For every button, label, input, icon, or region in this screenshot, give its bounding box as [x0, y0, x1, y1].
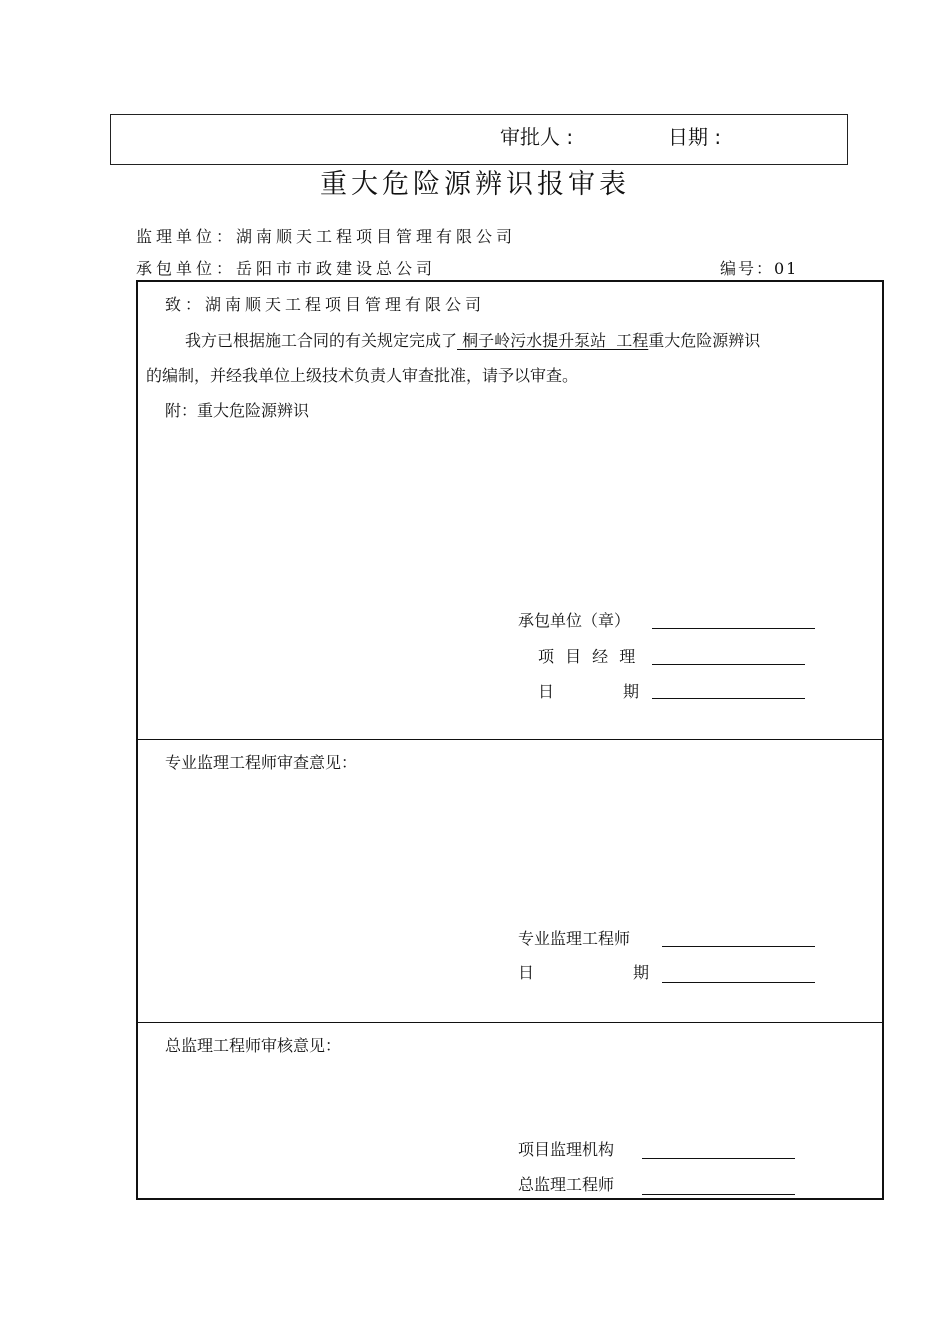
contractor-unit: 承包单位：岳阳市市政建设总公司	[136, 259, 437, 278]
engineer-date-label-b: 期	[633, 963, 650, 982]
supervision-org-line[interactable]	[642, 1158, 795, 1159]
body-suffix: 重大危险源辨识	[648, 331, 761, 350]
chief-engineer-line[interactable]	[642, 1194, 795, 1195]
chief-engineer-label: 总监理工程师	[518, 1175, 615, 1194]
project-manager-line[interactable]	[652, 664, 805, 665]
date-label: 日期 :	[668, 125, 722, 149]
body-line-2: 的编制，并经我单位上级技术负责人审查批准，请予以审查。	[146, 366, 579, 385]
supervisor-unit: 监理单位：湖南顺天工程项目管理有限公司	[136, 227, 517, 246]
section-divider-2	[136, 1022, 884, 1023]
contractor-seal-line[interactable]	[652, 628, 815, 629]
contractor-seal-label: 承包单位（章）	[518, 611, 631, 630]
approval-box	[110, 114, 848, 165]
serial-number: 编号：01	[720, 259, 799, 278]
approver-label: 审批人 :	[500, 125, 574, 149]
section-divider-1	[136, 739, 884, 740]
engineer-date-line[interactable]	[662, 982, 815, 983]
date-label-b: 期	[623, 682, 640, 701]
submission-body	[185, 328, 760, 351]
body-prefix: 我方已根据施工合同的有关规定完成了	[185, 331, 458, 350]
engineer-review-heading: 专业监理工程师审查意见：	[165, 753, 358, 772]
project-name: 桐子岭污水提升泵站 工程	[457, 331, 649, 350]
project-manager-label: 项 目 经 理	[538, 647, 639, 666]
date-label-a: 日	[538, 682, 555, 701]
attachment-note: 附：重大危险源辨识	[165, 401, 310, 420]
chief-review-heading: 总监理工程师审核意见：	[165, 1036, 342, 1055]
date-line[interactable]	[652, 698, 805, 699]
engineer-label: 专业监理工程师	[518, 929, 631, 948]
addressee: 致：湖南顺天工程项目管理有限公司	[165, 295, 486, 314]
engineer-line[interactable]	[662, 946, 815, 947]
engineer-date-label-a: 日	[518, 963, 535, 982]
supervision-org-label: 项目监理机构	[518, 1140, 615, 1159]
page-title: 重大危险源辨识报审表	[320, 169, 630, 200]
